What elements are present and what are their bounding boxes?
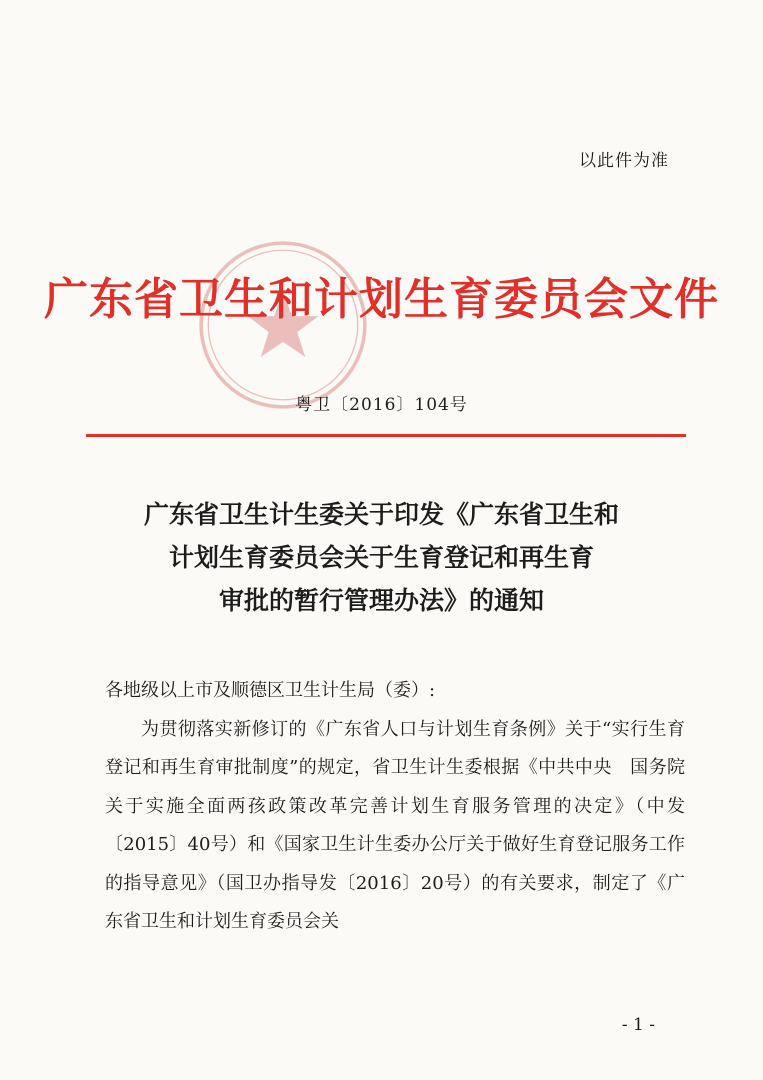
salutation: 各地级以上市及顺德区卫生计生局（委）: xyxy=(105,680,436,701)
notice-title-line: 广东省卫生计生委关于印发《广东省卫生和 xyxy=(143,500,619,529)
page-number: - 1 - xyxy=(621,1015,655,1035)
document-number: 粤卫〔2016〕104号 xyxy=(295,395,468,415)
authority-marker: 以此件为准 xyxy=(579,151,669,171)
notice-title-line: 审批的暂行管理办法》的通知 xyxy=(218,586,544,615)
notice-body xyxy=(105,672,685,942)
red-separator-line xyxy=(86,434,686,437)
notice-title xyxy=(0,493,763,622)
issuer-header-title: 广东省卫生和计划生育委员会文件 xyxy=(44,274,719,325)
body-paragraph: 为贯彻落实新修订的《广东省人口与计划生育条例》关于“实行生育登记和再生育审批制度”的规定，省卫生计生委根据《中共中央 国务院关于实施全面两孩政策改革完善计划生育服务管理的决定》（中发〔2015〕40号）和《国家卫生计生委办公厅关于做好生育登记服务工作的指导意见》（国卫办指导发〔2016〕20号）的有关要求，制定了《广东省卫生和计划生育委员会关 xyxy=(105,718,685,932)
notice-title-line: 计划生育委员会关于生育登记和再生育 xyxy=(168,543,594,572)
